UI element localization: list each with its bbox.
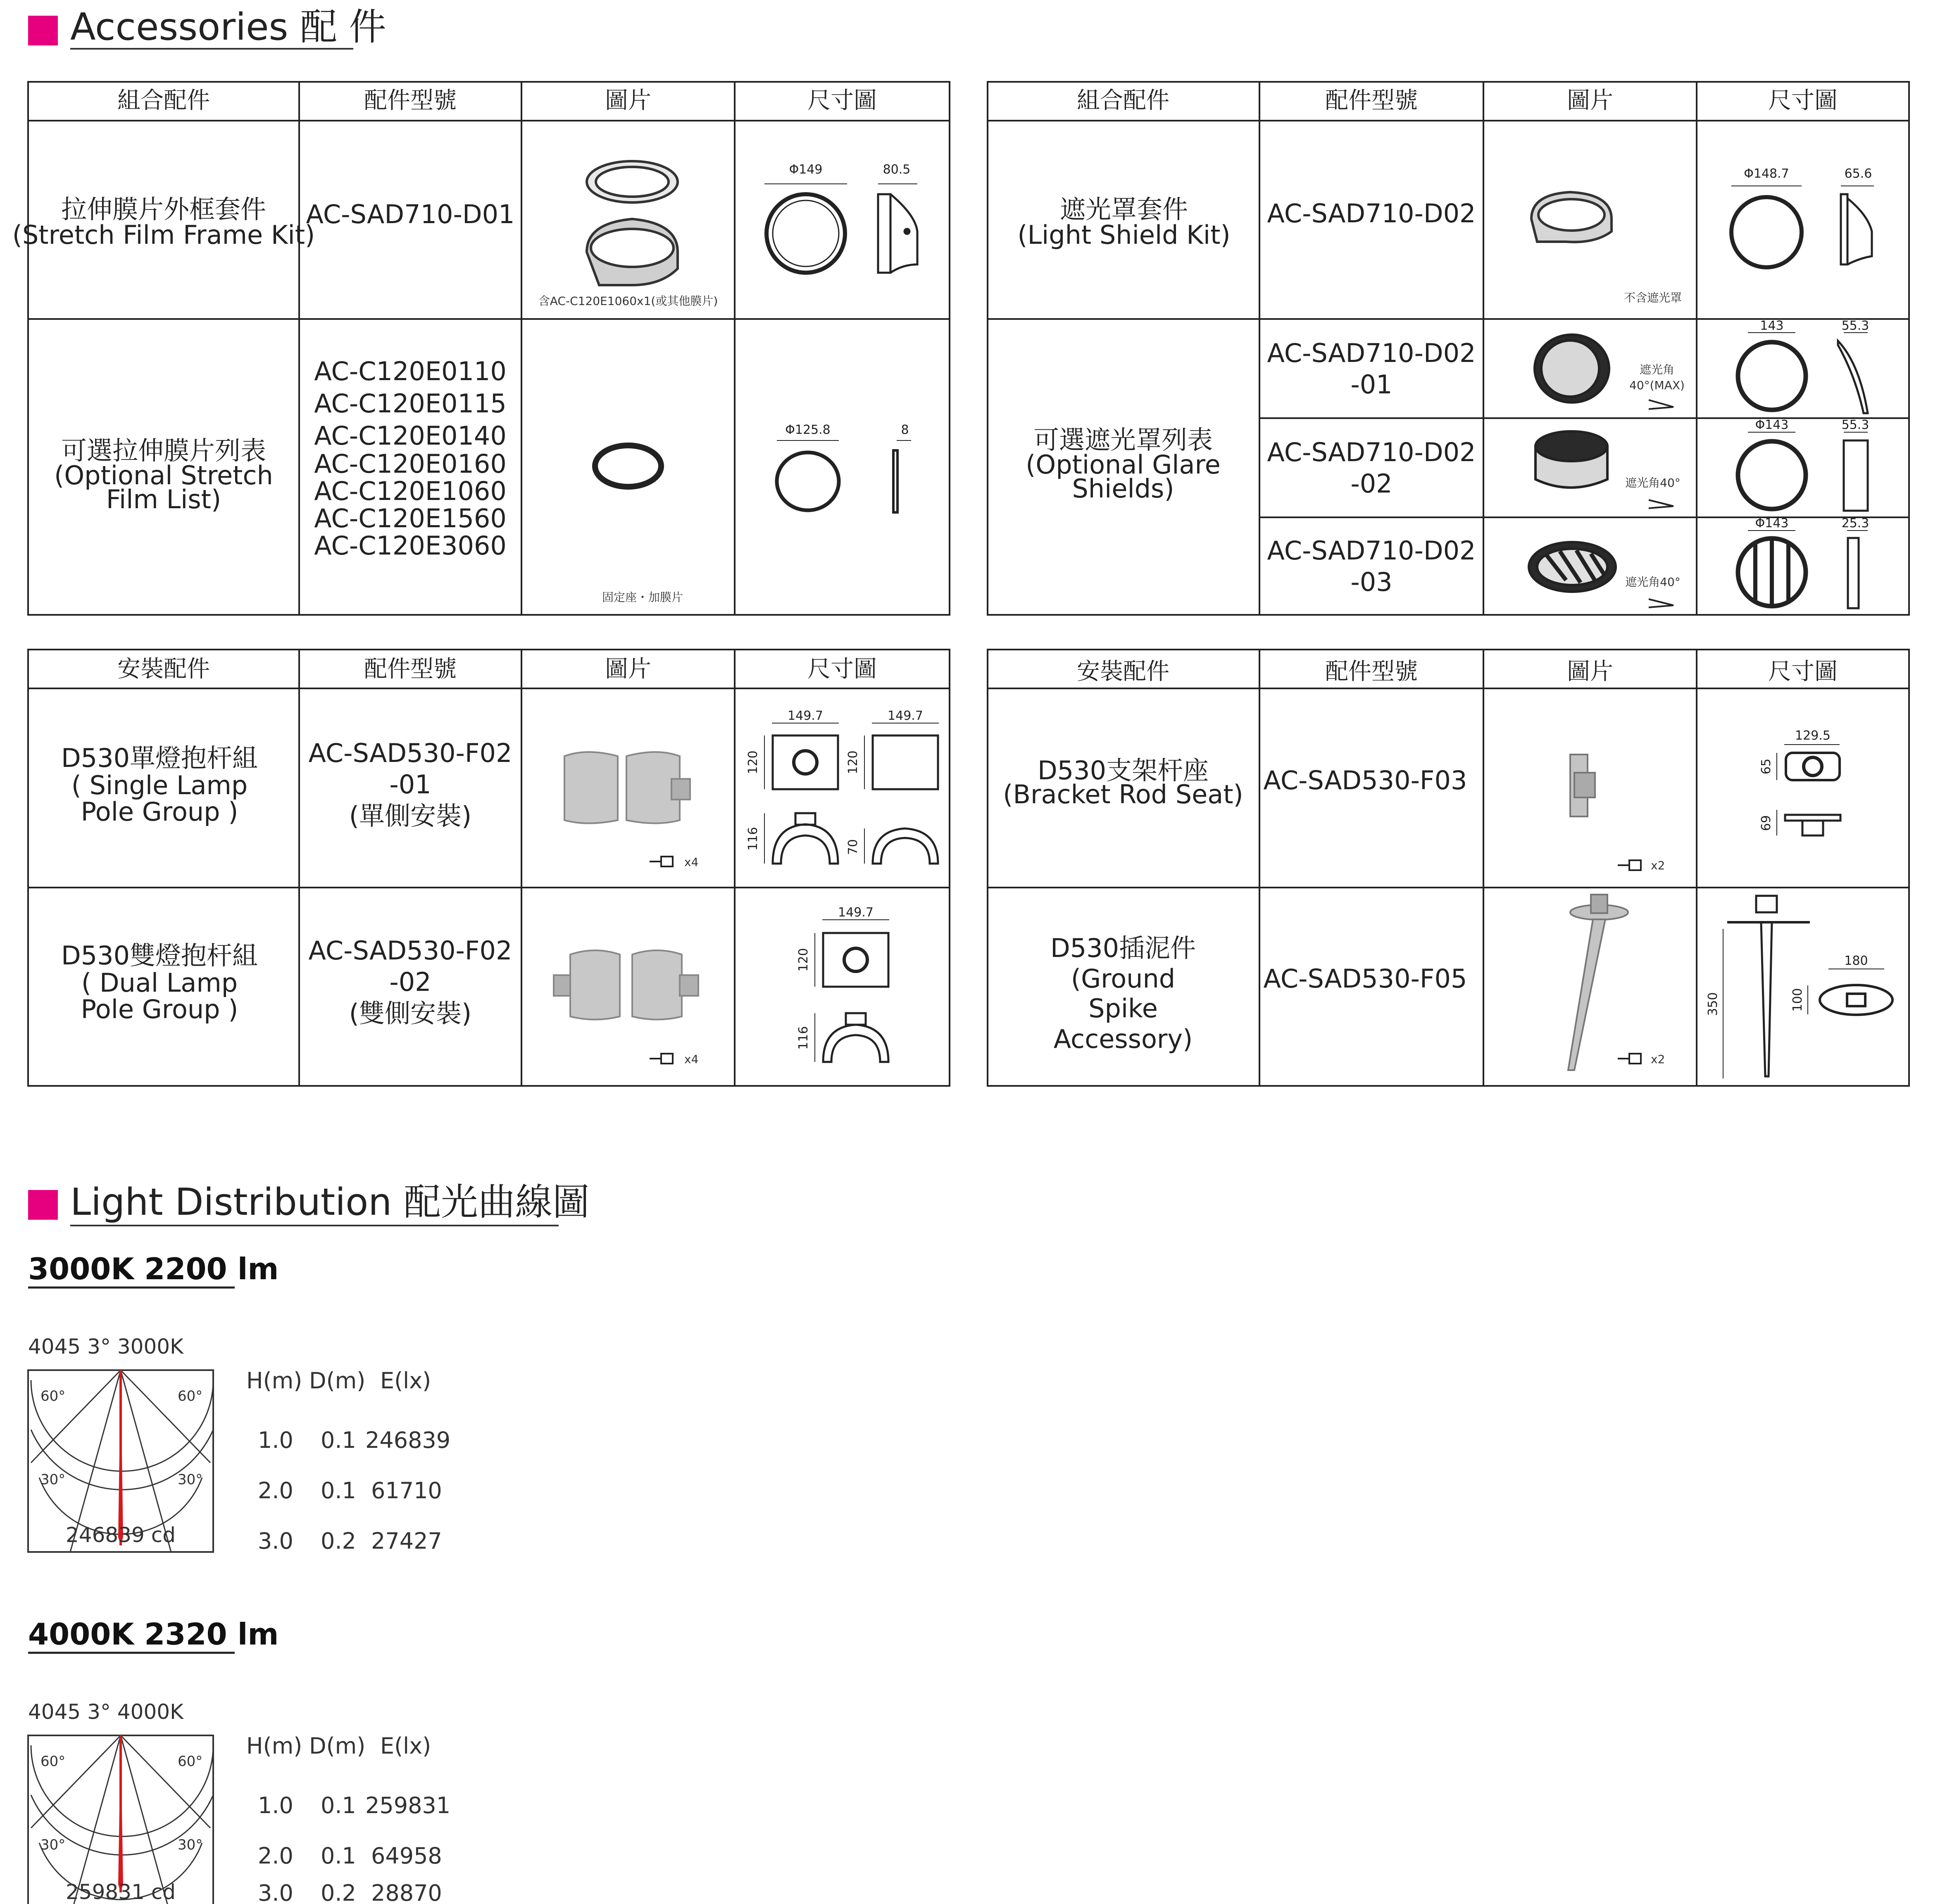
angle-label-60-right-2: 60°: [178, 1753, 203, 1770]
ground-spike-dimension-drawing: [1723, 896, 1893, 1078]
screw-icon: [650, 857, 673, 866]
film-model-3: AC-C120E0140: [314, 421, 507, 451]
bracket-seat-dimension-drawing: [1777, 745, 1840, 835]
row1-d: 0.1: [321, 1427, 356, 1453]
header-picture-d: 圖片: [1567, 658, 1613, 685]
single-pole-dim-h3: 116: [746, 827, 760, 851]
stretch-kit-name-zh: 拉伸膜片外框套件: [61, 194, 267, 224]
glare-shield-1-dimension-drawing: [1738, 333, 1868, 413]
film-model-7: AC-C120E3060: [314, 531, 507, 561]
ground-spike-name-4: Accessory): [1053, 1024, 1193, 1054]
angle-label-30-left: 30°: [40, 1471, 66, 1488]
dual-pole-name-1: D530雙燈抱杆組: [61, 940, 258, 971]
distribution-3000k-title: 3000K 2200 lm: [28, 1252, 279, 1286]
dual-pole-dim-h1: 120: [796, 948, 811, 972]
stretch-kit-dim-depth: 80.5: [883, 162, 911, 177]
single-pole-model-2: -01: [389, 769, 431, 800]
glare-shield-3-model-suffix: -03: [1350, 567, 1393, 597]
single-pole-dim-h1: 120: [746, 750, 760, 774]
angle-label-30-right: 30°: [178, 1471, 203, 1488]
bracket-seat-dim-w: 129.5: [1795, 728, 1831, 743]
single-pole-model-1: AC-SAD530-F02: [308, 738, 512, 768]
glare-shield-1-note-1: 遮光角: [1639, 363, 1675, 376]
header-combo: 組合配件: [117, 87, 210, 114]
film-model-6: AC-C120E1560: [314, 503, 507, 533]
angle-label-30-left-2: 30°: [40, 1837, 66, 1853]
glare-shield-1-note-2: 40°(MAX): [1629, 378, 1685, 392]
distribution-4000k-label: 4045 3° 4000K: [28, 1700, 183, 1724]
film-dim-diameter: Φ125.8: [785, 423, 831, 437]
table-head-e: E(lx): [380, 1368, 431, 1394]
header-picture-c: 圖片: [605, 656, 651, 683]
ground-spike-name-3: Spike: [1088, 993, 1158, 1023]
angle-label-60-left: 60°: [40, 1388, 66, 1404]
single-pole-qty: x4: [684, 855, 699, 869]
screw-icon-3: [1618, 860, 1641, 870]
shield-kit-model: AC-SAD710-D02: [1267, 198, 1476, 228]
film-dimension-drawing: [777, 440, 911, 512]
stretch-kit-photo-note: 含AC-C120E1060x1(或其他膜片): [538, 294, 718, 308]
shield-kit-name-en: (Light Shield Kit): [1017, 220, 1231, 250]
single-pole-name-3: Pole Group ): [81, 797, 238, 827]
glare-shield-1-photo: [1535, 335, 1609, 402]
table-head-h-2: H(m): [246, 1733, 302, 1759]
row2-d: 0.1: [321, 1478, 356, 1504]
header-model-c: 配件型號: [364, 656, 457, 683]
film-model-2: AC-C120E0115: [314, 388, 507, 419]
row1-d-2: 0.1: [321, 1792, 356, 1818]
accessories-title: Accessories 配 件: [70, 5, 386, 49]
dual-pole-model-2: -02: [389, 967, 431, 997]
bracket-seat-photo: [1570, 754, 1595, 816]
row3-e: 27427: [371, 1528, 442, 1554]
row3-d-2: 0.2: [321, 1880, 356, 1904]
peak-intensity-4000k: 259831 cd: [66, 1880, 176, 1904]
ground-spike-photo: [1568, 895, 1628, 1070]
dual-pole-name-2: ( Dual Lamp: [81, 968, 238, 998]
optional-shields-name-zh: 可選遮光罩列表: [1033, 425, 1213, 455]
row1-e: 246839: [365, 1427, 451, 1453]
glare-shield-2-note: 遮光角40°: [1625, 476, 1681, 490]
glare-shield-2-model: AC-SAD710-D02: [1267, 437, 1476, 467]
row2-d-2: 0.1: [321, 1843, 356, 1869]
film-model-4: AC-C120E0160: [314, 449, 507, 479]
shield-kit-dim-diameter: Φ148.7: [1744, 167, 1789, 181]
bracket-seat-model: AC-SAD530-F03: [1263, 765, 1467, 795]
dual-pole-dimension-drawing: [815, 920, 889, 1062]
row1-h-2: 1.0: [258, 1792, 293, 1818]
peak-intensity-3000k: 246839 cd: [66, 1523, 176, 1547]
row2-h: 2.0: [258, 1478, 293, 1504]
ground-spike-qty: x2: [1651, 1052, 1665, 1066]
distribution-4000k-title: 4000K 2320 lm: [28, 1617, 279, 1652]
optional-film-name-zh: 可選拉伸膜片列表: [61, 436, 267, 466]
header-dimension-b: 尺寸圖: [1768, 87, 1838, 114]
screw-icon-4: [1618, 1054, 1641, 1064]
table-head-e-2: E(lx): [380, 1733, 431, 1759]
dual-pole-name-3: Pole Group ): [81, 994, 238, 1024]
ground-spike-name-1: D530插泥件: [1050, 933, 1196, 963]
ground-spike-model: AC-SAD530-F05: [1263, 964, 1467, 994]
single-pole-photo: [564, 752, 690, 823]
optional-film-name-en-1: (Optional Stretch: [54, 460, 273, 490]
glare-shield-1-dim-diameter: 143: [1760, 319, 1784, 333]
glare-shield-2-dim-diameter: Φ143: [1755, 418, 1789, 432]
bracket-seat-dim-h2: 69: [1759, 815, 1774, 831]
ground-spike-dim-w: 180: [1844, 954, 1868, 968]
ground-spike-dim-d: 100: [1790, 988, 1805, 1012]
glare-shield-3-photo: [1529, 542, 1616, 592]
glare-shield-3-note: 遮光角40°: [1625, 575, 1681, 589]
header-model-d: 配件型號: [1325, 658, 1418, 685]
shield-kit-dim-depth: 65.6: [1844, 167, 1872, 181]
single-pole-model-3: (單側安裝): [349, 801, 472, 831]
row1-h: 1.0: [258, 1427, 293, 1453]
header-model-b: 配件型號: [1325, 87, 1418, 114]
header-dimension-c: 尺寸圖: [807, 656, 877, 683]
row3-d: 0.2: [321, 1528, 356, 1554]
bracket-seat-dim-h1: 65: [1759, 758, 1774, 775]
glare-shield-2-dim-depth: 55.3: [1841, 418, 1869, 432]
stretch-kit-name-en: (Stretch Film Frame Kit): [12, 220, 315, 250]
header-mount-d: 安裝配件: [1077, 658, 1169, 685]
glare-shield-3-dim-depth: 25.3: [1841, 516, 1869, 531]
ground-spike-name-2: (Ground: [1071, 964, 1176, 994]
bracket-seat-name-en: (Bracket Rod Seat): [1003, 779, 1243, 809]
glare-shield-2-model-suffix: -02: [1350, 469, 1393, 499]
distribution-title: Light Distribution 配光曲線圖: [70, 1180, 590, 1224]
dual-pole-photo: [554, 950, 698, 1020]
single-pole-dim-h4: 70: [846, 839, 860, 855]
row3-h-2: 3.0: [258, 1880, 293, 1904]
header-combo-b: 組合配件: [1077, 87, 1169, 114]
film-ring-photo: [595, 445, 661, 487]
section-marker-2: [28, 1190, 58, 1220]
angle-label-30-right-2: 30°: [178, 1837, 203, 1853]
optional-shields-name-en-2: Shields): [1072, 474, 1174, 504]
bracket-seat-name-zh: D530支架杆座: [1037, 755, 1209, 785]
table-head-d-2: D(m): [309, 1733, 366, 1759]
shield-kit-dimension-drawing: [1731, 186, 1874, 267]
single-pole-dim-w1: 149.7: [788, 709, 823, 723]
dual-pole-dim-h2: 116: [796, 1026, 811, 1050]
film-model-1: AC-C120E0110: [314, 356, 507, 386]
row3-h: 3.0: [258, 1528, 293, 1554]
header-mount: 安裝配件: [117, 656, 210, 683]
distribution-block-4000k: [28, 1617, 450, 1904]
glare-shield-3-dimension-drawing: [1738, 531, 1868, 608]
film-model-5: AC-C120E1060: [314, 476, 507, 506]
distribution-3000k-label: 4045 3° 3000K: [28, 1335, 183, 1359]
shield-kit-photo-note: 不含遮光罩: [1624, 291, 1682, 305]
shield-kit-photo: [1531, 192, 1612, 242]
stretch-kit-model: AC-SAD710-D01: [306, 199, 515, 229]
stretch-kit-dim-diameter: Φ149: [789, 162, 823, 177]
screw-icon-2: [650, 1054, 673, 1064]
header-picture: 圖片: [605, 87, 651, 114]
film-dim-thickness: 8: [901, 423, 909, 437]
glare-shield-3-dim-diameter: Φ143: [1755, 516, 1789, 531]
single-pole-dim-h2: 120: [846, 750, 860, 774]
glare-shield-3-model: AC-SAD710-D02: [1267, 536, 1476, 566]
glare-shield-1-dim-depth: 55.3: [1841, 319, 1869, 333]
bracket-seat-qty: x2: [1651, 859, 1665, 872]
single-pole-name-1: D530單燈抱杆組: [61, 743, 258, 773]
dual-pole-dim-w: 149.7: [838, 905, 874, 920]
distribution-block-3000k: [28, 1252, 450, 1554]
single-pole-name-2: ( Single Lamp: [71, 770, 248, 800]
header-dimension: 尺寸圖: [807, 87, 877, 114]
table-head-h: H(m): [246, 1368, 302, 1394]
shield-kit-name-zh: 遮光罩套件: [1059, 194, 1188, 224]
section-marker: [28, 16, 58, 45]
optional-shields-name-en-1: (Optional Glare: [1026, 450, 1221, 480]
glare-shield-1-model: AC-SAD710-D02: [1267, 338, 1476, 368]
row2-e-2: 64958: [371, 1843, 442, 1869]
glare-shield-1-model-suffix: -01: [1350, 369, 1393, 400]
glare-shield-2-photo: [1535, 431, 1607, 488]
angle-label-60-left-2: 60°: [40, 1753, 66, 1770]
table-head-d: D(m): [309, 1368, 366, 1394]
row2-e: 61710: [371, 1478, 442, 1504]
stretch-kit-dimension-drawing: [764, 184, 917, 273]
dual-pole-model-3: (雙側安裝): [349, 998, 472, 1028]
row3-e-2: 28870: [371, 1880, 442, 1904]
angle-label-60-right: 60°: [178, 1388, 203, 1404]
ground-spike-dim-h: 350: [1706, 992, 1720, 1016]
header-picture-b: 圖片: [1567, 87, 1613, 114]
row1-e-2: 259831: [365, 1792, 451, 1818]
film-photo-note: 固定座・加膜片: [602, 590, 683, 604]
stretch-kit-photo: [587, 161, 678, 285]
optional-film-name-en-2: Film List): [106, 484, 221, 514]
glare-shield-2-dimension-drawing: [1738, 432, 1868, 511]
dual-pole-model-1: AC-SAD530-F02: [308, 935, 512, 966]
single-pole-dim-w2: 149.7: [888, 709, 923, 723]
header-model: 配件型號: [364, 87, 457, 114]
row2-h-2: 2.0: [258, 1843, 293, 1869]
dual-pole-qty: x4: [684, 1052, 699, 1066]
header-dimension-d: 尺寸圖: [1768, 658, 1838, 685]
